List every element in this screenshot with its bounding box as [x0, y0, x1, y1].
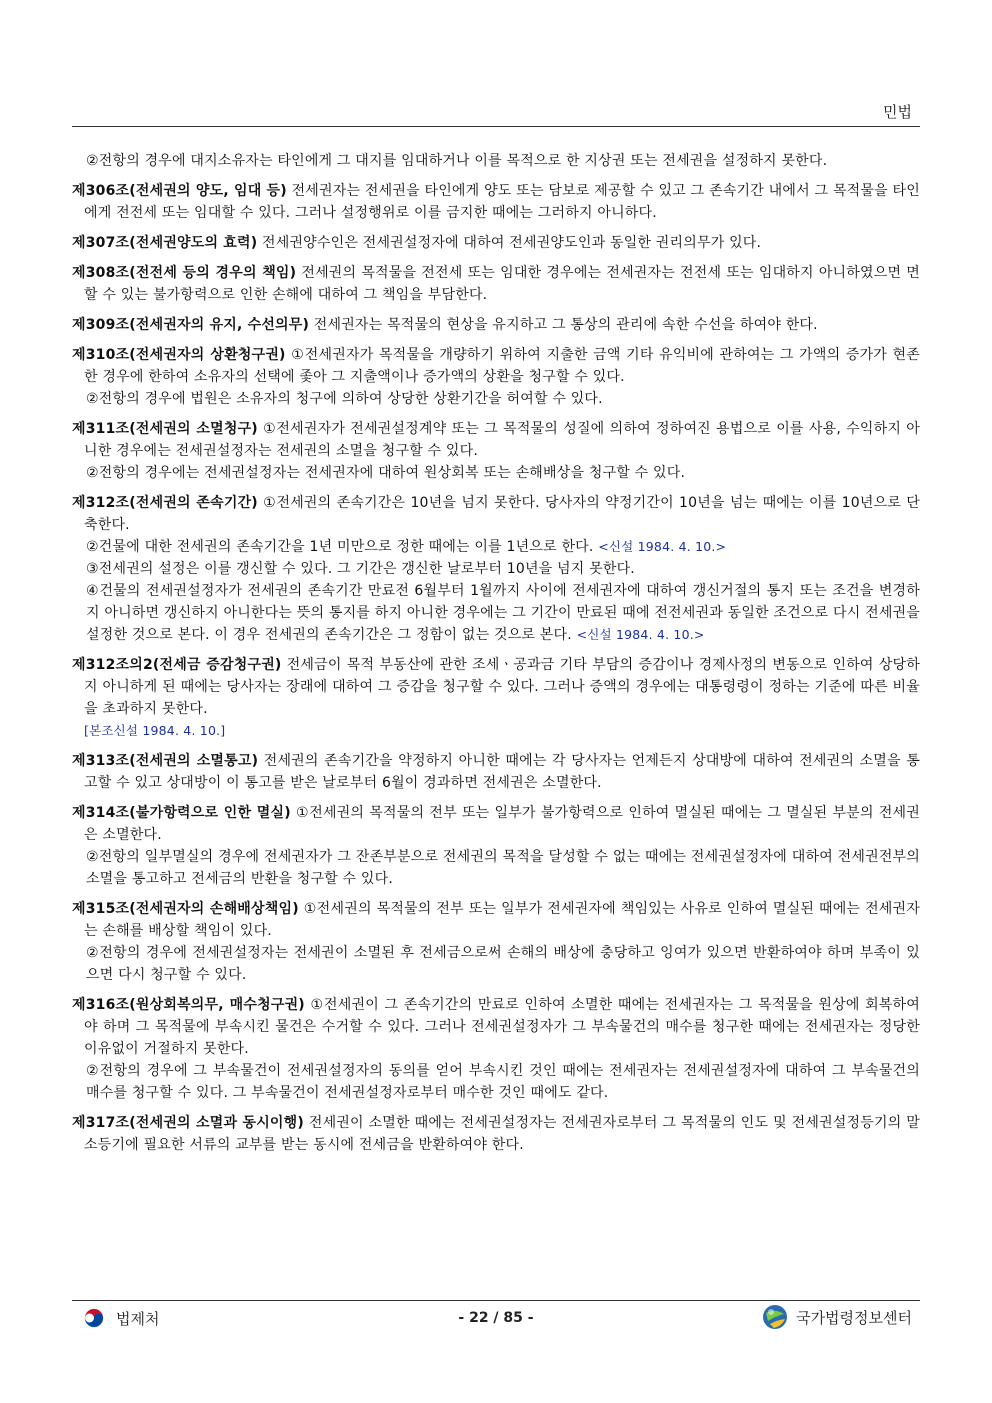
article — [72, 314, 920, 336]
article-text: ②전항의 일부멸실의 경우에 전세권자가 그 잔존부분으로 전세권의 목적을 달성할 수 없는 때에는 전세권설정자에 대하여 전세권전부의 소멸을 통고하고 전세금의 반환을 청구할 수 있다. — [86, 849, 920, 887]
article — [72, 262, 920, 306]
article-paragraph — [72, 942, 920, 986]
article — [72, 1112, 920, 1156]
article-paragraph — [72, 150, 920, 172]
article-heading: 제315조(전세권자의 손해배상책임) — [72, 901, 299, 917]
globe-logo-icon — [762, 1304, 788, 1330]
article-text: 전세권의 목적물을 전전세 또는 임대한 경우에는 전세권자는 전전세 또는 임대하지 아니하였으면 면할 수 있는 불가항력으로 인한 손해에 대하여 그 책임을 부담한다. — [84, 265, 920, 303]
footer-source — [762, 1303, 912, 1331]
article-text: ④건물의 전세권설정자가 전세권의 존속기간 만료전 6월부터 1월까지 사이에 전세권자에 대하여 갱신거절의 통지 또는 조건을 변경하지 아니하면 갱신하지 아니한다는 뜻의 통지를 하지 아니한 경우에는 그 기간이 만료된 때에 전전세권과 동일한 조건으로 다시 전세권을 설정한 것으로 본다. 이 경우 전세권의 존속기간은 그 정함이 없는 것으로 본다. — [86, 583, 920, 643]
footer-source-label: 국가법령정보센터 — [796, 1308, 912, 1327]
document-title: 민법 — [883, 103, 912, 121]
article — [72, 418, 920, 484]
article-heading: 제312조(전세권의 존속기간) — [72, 495, 258, 511]
article-heading: 제311조(전세권의 소멸청구) — [72, 421, 258, 437]
article-paragraph — [72, 898, 920, 942]
article-note: [본조신설 1984. 4. 10.] — [84, 723, 226, 738]
page-number: - 22 / 85 - — [458, 1310, 534, 1326]
article-text: ①전세권의 목적물의 전부 또는 일부가 전세권자에 책임있는 사유로 인하여 멸실된 때에는 전세권자는 손해를 배상할 책임이 있다. — [84, 901, 920, 939]
article-text: ②전항의 경우에 그 부속물건이 전세권설정자의 동의를 얻어 부속시킨 것인 때에는 전세권자는 전세권설정자에 대하여 그 부속물건의 매수를 청구할 수 있다. 그 부속물건이 전세권설정자로부터 매수한 것인 때에도 같다. — [86, 1063, 920, 1101]
article-text: 전세권의 존속기간을 약정하지 아니한 때에는 각 당사자는 언제든지 상대방에 대하여 전세권의 소멸을 통고할 수 있고 상대방이 이 통고를 받은 날로부터 6월이 경과하면 전세권은 소멸한다. — [84, 753, 920, 791]
article-heading: 제307조(전세권양도의 효력) — [72, 235, 258, 251]
article-heading: 제313조(전세권의 소멸통고) — [72, 753, 259, 769]
article-text: ③전세권의 설정은 이를 갱신할 수 있다. 그 기간은 갱신한 날로부터 10년을 넘지 못한다. — [86, 561, 635, 577]
article — [72, 898, 920, 986]
article-paragraph — [72, 994, 920, 1060]
article-paragraph — [72, 344, 920, 388]
header-divider — [72, 126, 920, 127]
article — [72, 492, 920, 646]
article-text: ①전세권의 목적물의 전부 또는 일부가 불가항력으로 인하여 멸실된 때에는 그 멸실된 부분의 전세권은 소멸한다. — [84, 805, 921, 843]
amendment-note: <신설 1984. 4. 10.> — [598, 539, 727, 554]
article-paragraph — [72, 654, 920, 720]
article-paragraph — [72, 750, 920, 794]
article — [72, 344, 920, 410]
article-text: 전세권이 소멸한 때에는 전세권설정자는 전세권자로부터 그 목적물의 인도 및 전세권설정등기의 말소등기에 필요한 서류의 교부를 받는 동시에 전세금을 반환하여야 한다. — [84, 1115, 920, 1153]
article — [72, 150, 920, 172]
article-paragraph — [72, 232, 920, 254]
article-text: ②전항의 경우에 법원은 소유자의 청구에 의하여 상당한 상환기간을 허여할 수 있다. — [86, 391, 603, 407]
article-paragraph — [72, 536, 920, 558]
law-text-body — [72, 150, 920, 1164]
article-text: 전세금이 목적 부동산에 관한 조세ㆍ공과금 기타 부담의 증감이나 경제사정의 변동으로 인하여 상당하지 아니하게 된 때에는 당사자는 장래에 대하여 그 증감을 청구할 수 있다. 그러나 증액의 경우에는 대통령령이 정하는 기준에 따른 비율을 초과하지 못한다. — [84, 657, 920, 717]
article-heading: 제312조의2(전세금 증감청구권) — [72, 657, 282, 673]
article-paragraph — [72, 802, 920, 846]
article-text: 전세권양수인은 전세권설정자에 대하여 전세권양도인과 동일한 권리의무가 있다. — [262, 235, 762, 251]
article-paragraph — [72, 558, 920, 580]
article-text: ②전항의 경우에는 전세권설정자는 전세권자에 대하여 원상회복 또는 손해배상을 청구할 수 있다. — [86, 465, 686, 481]
article — [72, 180, 920, 224]
article-text: ①전세권자가 전세권설정계약 또는 그 목적물의 성질에 의하여 정하여진 용법으로 이를 사용, 수익하지 아니한 경우에는 전세권설정자는 전세권의 소멸을 청구할 수 있다. — [84, 421, 921, 459]
article-heading: 제316조(원상회복의무, 매수청구권) — [72, 997, 305, 1013]
article — [72, 232, 920, 254]
article-paragraph — [72, 180, 920, 224]
article-paragraph — [72, 492, 920, 536]
article — [72, 654, 920, 742]
article-paragraph — [72, 418, 920, 462]
article-text: ②건물에 대한 전세권의 존속기간을 1년 미만으로 정한 때에는 이를 1년으로 한다. — [86, 539, 594, 555]
article-text: 전세권자는 목적물의 현상을 유지하고 그 통상의 관리에 속한 수선을 하여야 한다. — [313, 317, 818, 333]
article — [72, 802, 920, 890]
article-text: ②전항의 경우에 전세권설정자는 전세권이 소멸된 후 전세금으로써 손해의 배상에 충당하고 잉여가 있으면 반환하여야 하며 부족이 있으면 다시 청구할 수 있다. — [86, 945, 920, 983]
article-text: ②전항의 경우에 대지소유자는 타인에게 그 대지를 임대하거나 이를 목적으로 한 지상권 또는 전세권을 설정하지 못한다. — [86, 153, 828, 169]
article-heading: 제308조(전전세 등의 경우의 책임) — [72, 265, 297, 281]
article-text: ①전세권의 존속기간은 10년을 넘지 못한다. 당사자의 약정기간이 10년을 넘는 때에는 이를 10년으로 단축한다. — [84, 495, 921, 533]
amendment-note: <신설 1984. 4. 10.> — [576, 627, 705, 642]
article-text: 전세권자는 전세권을 타인에게 양도 또는 담보로 제공할 수 있고 그 존속기간 내에서 그 목적물을 타인에게 전전세 또는 임대할 수 있다. 그러나 설정행위로 이를 금지한 때에는 그러하지 아니하다. — [84, 183, 920, 221]
article-paragraph — [72, 1112, 920, 1156]
article-paragraph — [72, 388, 920, 410]
article-paragraph — [72, 580, 920, 646]
article-paragraph — [72, 262, 920, 306]
article-heading: 제310조(전세권자의 상환청구권) — [72, 347, 286, 363]
article-heading: 제309조(전세권자의 유지, 수선의무) — [72, 317, 310, 333]
article-paragraph — [72, 846, 920, 890]
article-heading: 제314조(불가항력으로 인한 멸실) — [72, 805, 291, 821]
article-text: ①전세권자가 목적물을 개량하기 위하여 지출한 금액 기타 유익비에 관하여는 그 가액의 증가가 현존한 경우에 한하여 소유자의 선택에 좇아 그 지출액이나 증가액의 상환을 청구할 수 있다. — [84, 347, 920, 385]
article-text: ①전세권이 그 존속기간의 만료로 인하여 소멸한 때에는 전세권자는 그 목적물을 원상에 회복하여야 하며 그 목적물에 부속시킨 물건은 수거할 수 있다. 그러나 전세권설정자가 그 부속물건의 매수를 청구한 때에는 전세권자는 정당한 이유없이 거절하지 못한다. — [84, 997, 921, 1057]
article-paragraph — [72, 462, 920, 484]
article-heading: 제306조(전세권의 양도, 임대 등) — [72, 183, 287, 199]
article — [72, 750, 920, 794]
article-paragraph — [72, 1060, 920, 1104]
footer-publisher-label: 법제처 — [116, 1309, 160, 1328]
article — [72, 994, 920, 1104]
article-paragraph — [72, 314, 920, 336]
article-heading: 제317조(전세권의 소멸과 동시이행) — [72, 1115, 304, 1131]
footer-divider — [72, 1300, 920, 1301]
